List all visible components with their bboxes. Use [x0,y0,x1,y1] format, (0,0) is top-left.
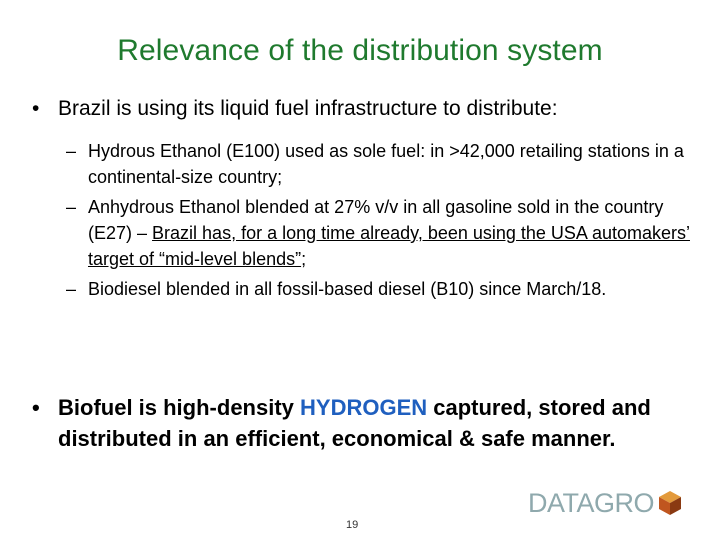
logo-text: DATAGRO [528,487,655,518]
bullet-2-text [58,392,682,454]
bullet-2-before: Biofuel is high-density [58,395,301,420]
hydrogen-highlight: HYDROGEN [300,395,428,420]
sub-bullet-2-suffix: ; [301,249,307,269]
datagro-logo [528,486,683,520]
sub-bullet-1 [66,138,696,190]
bullet-2 [32,392,682,454]
dash-marker: – [66,141,77,161]
sub-bullet-3-text: Biodiesel blended in all fossil-based diesel (B10) since March/18. [88,279,607,299]
logo-cube-icon [657,489,683,517]
bullet-1 [32,96,702,122]
sub-bullet-2-prefix: Anhydrous Ethanol blended at 27% v/v in all gasoline sold in the country (E27) – [88,197,664,243]
slide-title: Relevance of the distribution system [117,34,603,67]
sub-bullet-2 [66,194,696,272]
sub-bullet-2-underlined: Brazil has, for a long time already, been using the USA automakers’ target of “mid-level blends” [88,223,690,269]
dash-marker: – [66,279,77,299]
bullet-dot: • [32,97,40,120]
bullet-dot: • [32,395,40,420]
bullet-1-text: Brazil is using its liquid fuel infrastructure to distribute: [58,97,558,120]
bullet-2-after: captured, stored and distributed in an efficient, economical & safe manner. [58,395,651,451]
dash-marker: – [66,197,77,217]
sub-bullet-3 [66,276,696,302]
page-number: 19 [346,519,359,531]
sub-bullet-1-text: Hydrous Ethanol (E100) used as sole fuel: in >42,000 retailing stations in a continental-size country; [88,141,684,187]
sub-bullet-list [66,138,696,306]
